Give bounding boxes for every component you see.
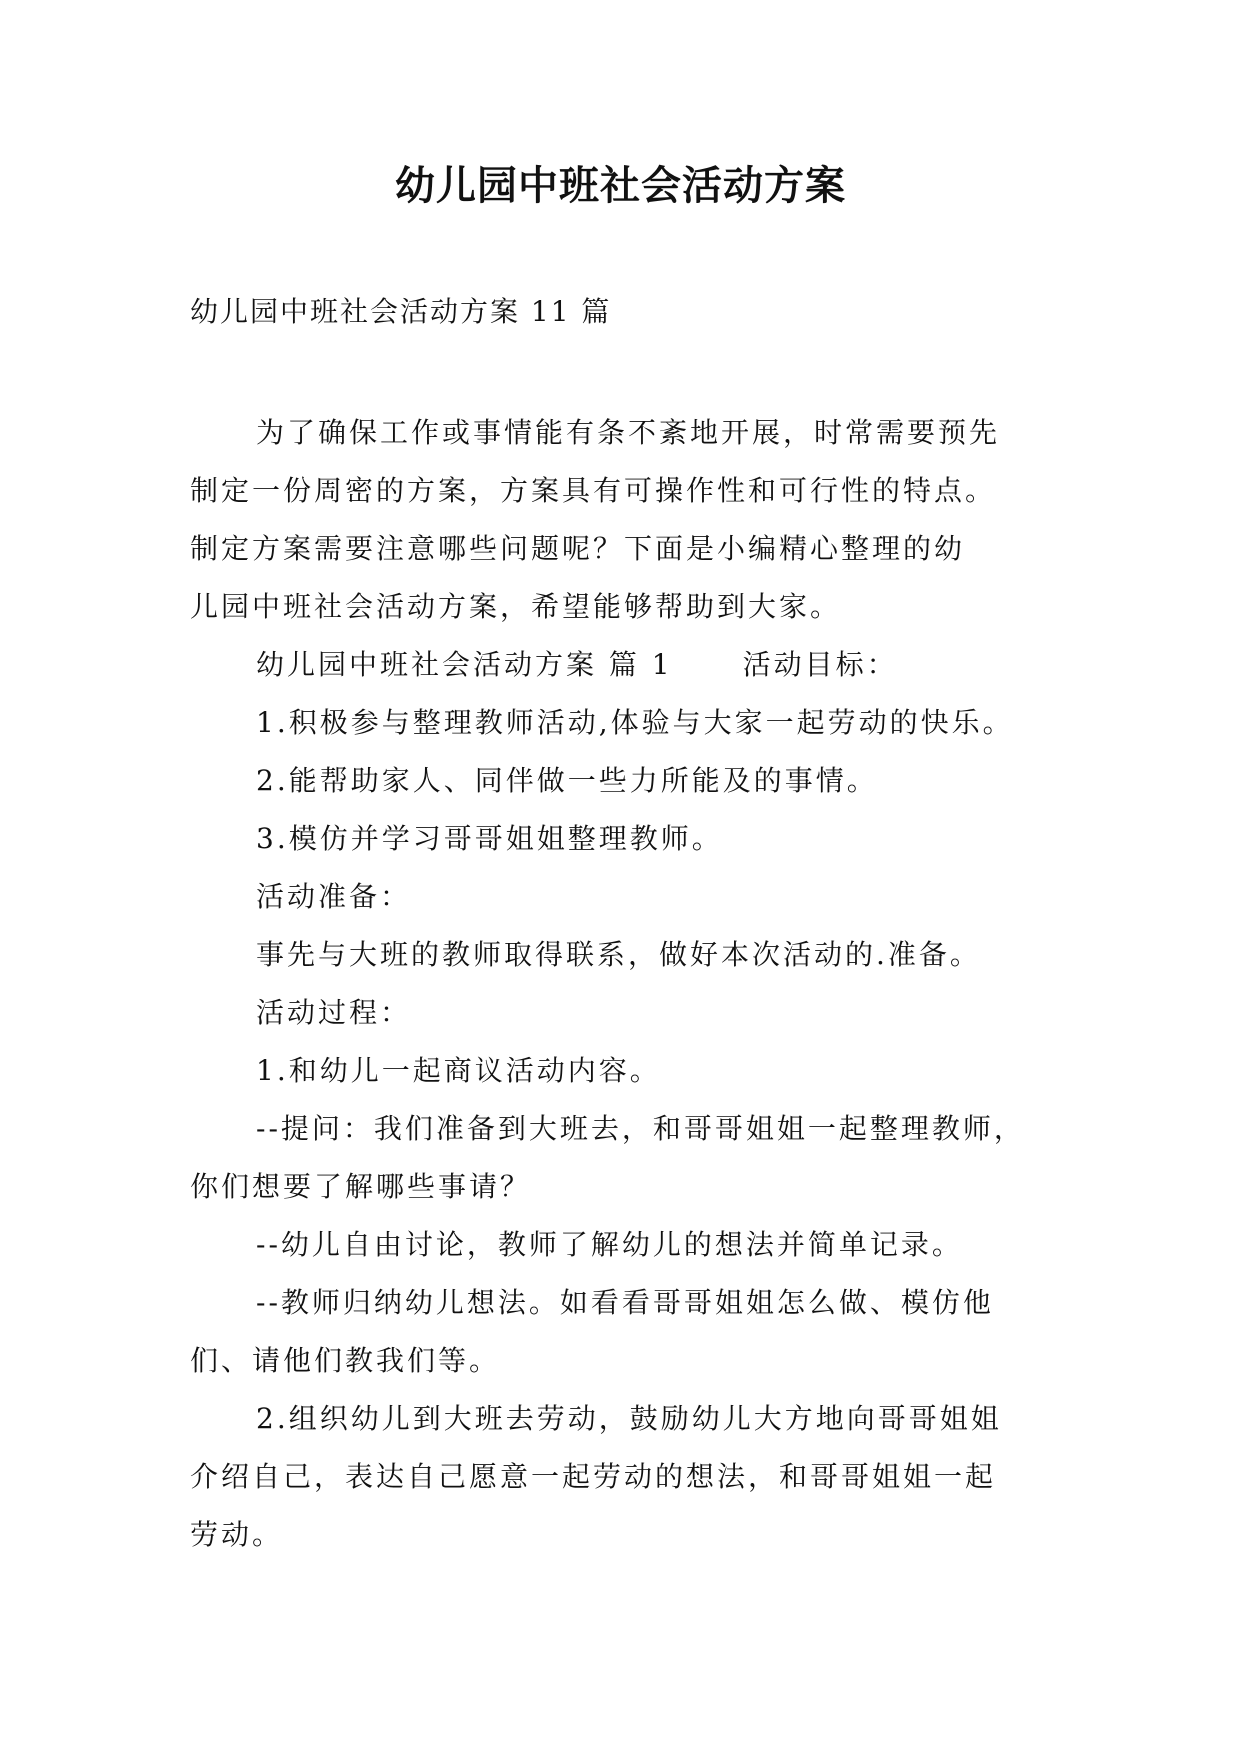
subheading: 活动过程： [256, 996, 412, 1029]
subheading: 活动准备： [256, 880, 412, 913]
body-line: 介绍自己，表达自己愿意一起劳动的想法，和哥哥姐姐一起 [190, 1460, 997, 1493]
document-title: 幼儿园中班社会活动方案 [395, 163, 846, 209]
body-line: 们、请他们教我们等。 [190, 1344, 501, 1377]
section-heading-line [190, 636, 1070, 694]
body-line: --提问：我们准备到大班去，和哥哥姐姐一起整理教师， [256, 1112, 1025, 1145]
body-line: 3.模仿并学习哥哥姐姐整理教师。 [256, 822, 723, 855]
body-line: 劳动。 [190, 1518, 284, 1551]
body-line: 1.和幼儿一起商议活动内容。 [256, 1054, 661, 1087]
body-line: 事先与大班的教师取得联系，做好本次活动的.准备。 [256, 938, 981, 971]
body-line: 2.组织幼儿到大班去劳动，鼓励幼儿大方地向哥哥姐姐 [256, 1402, 1002, 1435]
document-subtitle: 幼儿园中班社会活动方案 11 篇 [190, 295, 612, 328]
section-heading: 幼儿园中班社会活动方案 篇 1 [256, 648, 673, 681]
document-body [190, 404, 1070, 1564]
body-line: 制定方案需要注意哪些问题呢？下面是小编精心整理的幼 [190, 532, 966, 565]
body-line: --教师归纳幼儿想法。如看看哥哥姐姐怎么做、模仿他 [256, 1286, 994, 1319]
body-line: 为了确保工作或事情能有条不紊地开展，时常需要预先 [256, 416, 1001, 449]
body-line: 儿园中班社会活动方案，希望能够帮助到大家。 [190, 590, 842, 623]
body-line: 你们想要了解哪些事请？ [190, 1170, 532, 1203]
body-line: --幼儿自由讨论，教师了解幼儿的想法并简单记录。 [256, 1228, 963, 1261]
goal-label: 活动目标： [742, 648, 898, 681]
body-line: 制定一份周密的方案，方案具有可操作性和可行性的特点。 [190, 474, 997, 507]
body-line: 2.能帮助家人、同伴做一些力所能及的事情。 [256, 764, 878, 797]
body-line: 1.积极参与整理教师活动,体验与大家一起劳动的快乐。 [256, 706, 1014, 739]
